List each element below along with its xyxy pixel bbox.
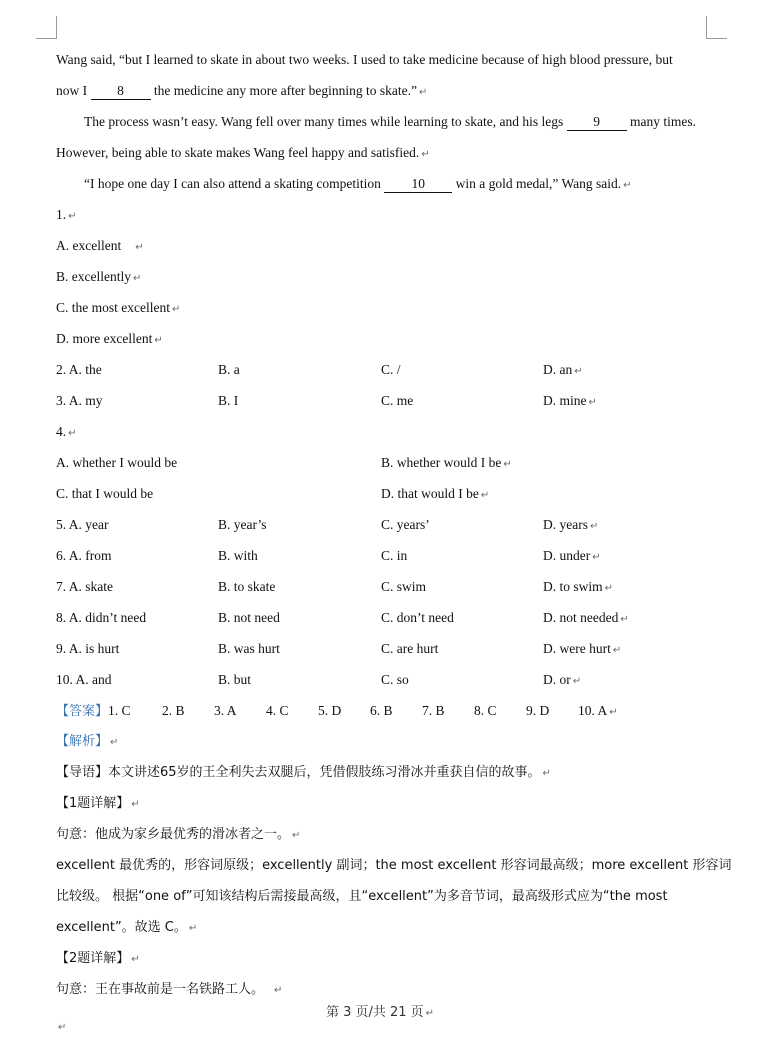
- document-body: [56, 44, 732, 1005]
- paragraph-mark-icon: ↵: [421, 149, 430, 160]
- question-3-options: 3. A. my B. I C. me D. mine ↵: [56, 393, 597, 408]
- intro-paragraph: 【导语】本文讲述65岁的王全利失去双腿后，凭借假肢练习滑冰并重获自信的故事。 ↵: [56, 765, 551, 780]
- paragraph-mark-icon: ↵: [58, 1022, 67, 1033]
- paragraph-mark-icon: ↵: [68, 211, 77, 222]
- passage-line: [56, 137, 716, 168]
- paragraph-mark-icon: ↵: [604, 583, 614, 594]
- detail-1-explanation: excellent 最优秀的，形容词原级；excellently 副词；the most excellent 形容词最高级；more excellent 形容词: [56, 858, 732, 873]
- paragraph-mark-icon: ↵: [131, 954, 140, 965]
- passage-text: the medicine any more after beginning to skate.”: [153, 83, 418, 98]
- paragraph-mark-icon: ↵: [480, 490, 490, 501]
- paragraph-mark-icon: ↵: [609, 707, 618, 718]
- question-5-options: 5. A. year B. year’s C. years’ D. years ↵: [56, 517, 599, 532]
- paragraph-mark-icon: ↵: [574, 366, 583, 377]
- passage-line: [56, 75, 716, 106]
- question-6-options: 6. A. from B. with C. in D. under ↵: [56, 548, 601, 563]
- blank-9: 9: [567, 113, 627, 131]
- question-7-options: 7. A. skate B. to skate C. swim D. to swim ↵: [56, 579, 614, 594]
- paragraph-mark-icon: ↵: [589, 521, 599, 532]
- passage-line: [56, 44, 716, 75]
- question-4-options-cd: C. that I would be D. that would I be ↵: [56, 486, 490, 501]
- paragraph-mark-icon: ↵: [171, 304, 181, 315]
- paragraph-mark-icon: ↵: [131, 799, 140, 810]
- paragraph-mark-icon: ↵: [503, 459, 512, 470]
- paragraph-mark-icon: ↵: [419, 87, 428, 98]
- paragraph-mark-icon: ↵: [110, 737, 119, 748]
- paragraph-mark-icon: ↵: [572, 676, 582, 687]
- passage-text: many times.: [630, 114, 697, 129]
- detail-1-heading: 【1题详解】 ↵: [56, 796, 140, 811]
- crop-mark-top-right: [706, 16, 727, 39]
- detail-1-explanation: 比较级。 根据“one of”可知该结构后需接最高级，且“excellent”为多音节词，最高级形式应为“the most: [56, 889, 668, 904]
- question-1-option-c: C. the most excellent ↵: [56, 300, 181, 315]
- page-footer: 第 3 页/共 21 页 ↵: [325, 1005, 435, 1020]
- answer-label: 【答案】: [56, 704, 109, 719]
- passage-text: Wang said, “but I learned to skate in about two weeks. I used to take medicine because of high blood pressure, but: [56, 52, 673, 67]
- question-1-option-b: B. excellently ↵: [56, 269, 142, 284]
- passage-text: “I hope one day I can also attend a skating competition: [84, 176, 381, 191]
- answer-key: 【答案】1. C 2. B 3. A 4. C 5. D 6. B 7. B 8. C 9. D 10. A ↵: [56, 703, 618, 719]
- passage-text: win a gold medal,” Wang said.: [455, 176, 622, 191]
- paragraph-mark-icon: ↵: [592, 552, 601, 563]
- paragraph-mark-icon: ↵: [542, 768, 551, 779]
- blank-10: 10: [384, 175, 452, 193]
- paragraph-mark-icon: ↵: [623, 180, 632, 191]
- paragraph-mark-icon: ↵: [154, 335, 163, 346]
- paragraph-mark-icon: ↵: [620, 614, 629, 625]
- passage-text: The process wasn’t easy. Wang fell over many times while learning to skate, and his legs: [84, 114, 564, 129]
- crop-mark-top-left: [36, 16, 57, 39]
- paragraph-mark-icon: ↵: [588, 397, 597, 408]
- paragraph-mark-icon: ↵: [135, 242, 144, 253]
- paragraph-mark-icon: ↵: [612, 645, 622, 656]
- question-8-options: 8. A. didn’t need B. not need C. don’t need D. not needed ↵: [56, 610, 629, 625]
- paragraph-mark-icon: ↵: [274, 985, 283, 996]
- question-4-options-ab: A. whether I would be B. whether would I be ↵: [56, 455, 512, 470]
- question-1-number: 1. ↵: [56, 207, 77, 222]
- passage-text: However, being able to skate makes Wang feel happy and satisfied.: [56, 145, 420, 160]
- detail-2-heading: 【2题详解】 ↵: [56, 951, 140, 966]
- paragraph-mark-icon: ↵: [425, 1008, 435, 1019]
- analysis-heading: 【解析】 ↵: [56, 734, 119, 749]
- passage-line: [56, 106, 716, 137]
- question-10-options: 10. A. and B. but C. so D. or ↵: [56, 672, 582, 687]
- paragraph-mark-icon: ↵: [292, 830, 301, 841]
- passage-line: [56, 168, 716, 199]
- detail-1-meaning: 句意：他成为家乡最优秀的滑冰者之一。 ↵: [56, 827, 301, 842]
- paragraph-mark-icon: ↵: [132, 273, 142, 284]
- question-1-option-a: A. excellent ↵: [56, 238, 144, 253]
- detail-2-meaning: 句意：王在事故前是一名铁路工人。 ↵: [56, 982, 283, 997]
- paragraph-mark-icon: ↵: [188, 923, 198, 934]
- passage-text: now I: [56, 83, 88, 98]
- question-2-options: 2. A. the B. a C. / D. an ↵: [56, 362, 583, 377]
- blank-8: 8: [91, 82, 151, 100]
- detail-1-explanation: excellent”。故选 C。 ↵: [56, 920, 198, 935]
- question-1-option-d: D. more excellent ↵: [56, 331, 163, 346]
- question-9-options: 9. A. is hurt B. was hurt C. are hurt D. were hurt ↵: [56, 641, 622, 656]
- question-4-number: 4. ↵: [56, 424, 77, 439]
- paragraph-mark-icon: ↵: [68, 428, 77, 439]
